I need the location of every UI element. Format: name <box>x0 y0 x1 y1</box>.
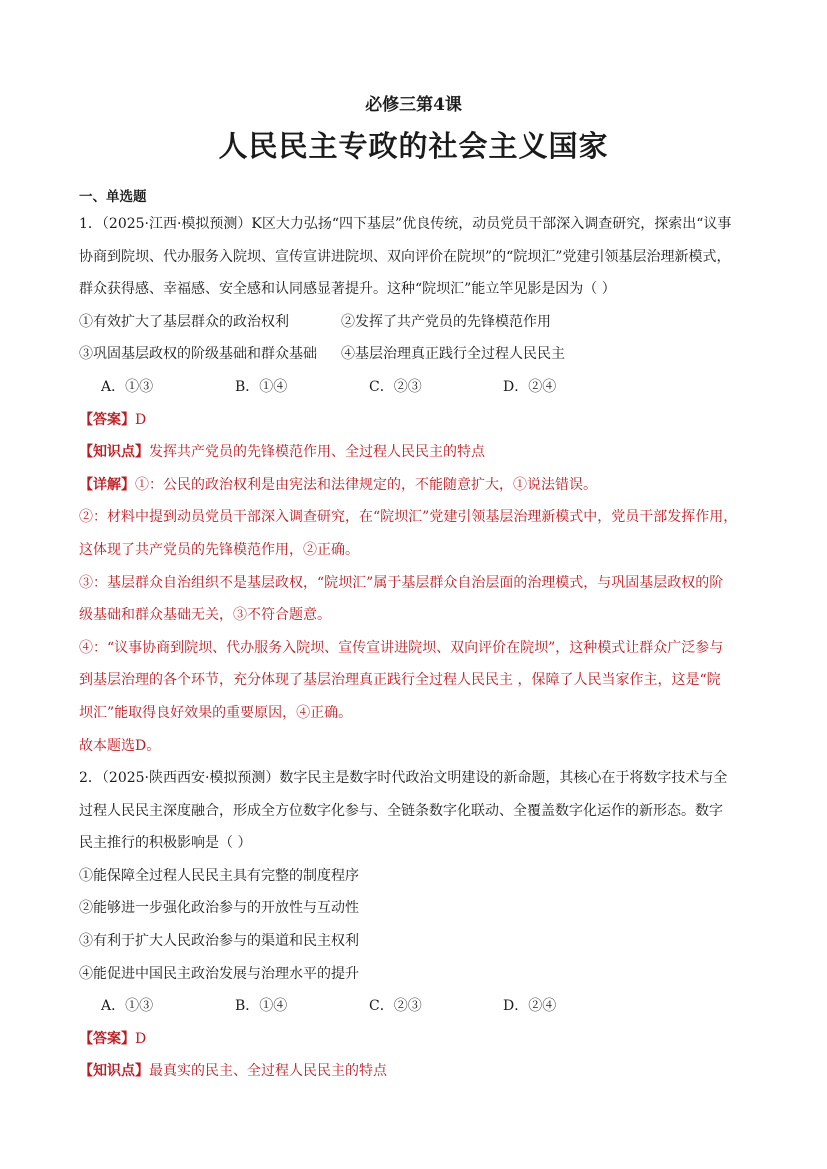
answer-line <box>79 404 755 437</box>
statement: ③有利于扩大人民政治参与的渠道和民主权利 <box>79 933 359 950</box>
detail-line: 到基层治理的各个环节，充分体现了基层治理真正践行全过程人民民主 ，保障了人民当家作主，这是“院 <box>79 672 721 689</box>
option-a: A．①③ <box>101 998 154 1015</box>
question-1-statements-row <box>79 338 755 371</box>
option-d: D．②④ <box>503 998 557 1015</box>
question-1-statements-row <box>79 306 755 339</box>
answer-line <box>79 1023 755 1056</box>
knowledge-line <box>79 436 755 469</box>
option-d: D．②④ <box>503 378 557 395</box>
statement: ①能保障全过程人民民主具有完整的制度程序 <box>79 867 359 884</box>
detail-text: ①：公民的政治权利是由宪法和法律规定的，不能随意扩大，①说法错误。 <box>135 476 597 493</box>
detail-line <box>79 469 755 502</box>
statement: ②能够进一步强化政治参与的开放性与互动性 <box>79 900 359 917</box>
question-2-stem-line: 2．（2025·陕西西安·模拟预测）数字民主是数字时代政治文明建设的新命题，其核心在于将数字技术与全 <box>79 770 728 787</box>
question-1-stem-line: 1．（2025·江西·模拟预测）K区大力弘扬“四下基层”优良传统，动员党员干部深入调查研究，探索出“议事 <box>79 216 732 232</box>
section-heading: 一、单选题 <box>79 189 147 205</box>
knowledge-tag: 【知识点】 <box>79 1063 149 1080</box>
knowledge-line <box>79 1055 755 1088</box>
option-b: B．①④ <box>235 378 288 395</box>
detail-line: ②：材料中提到动员党员干部深入调查研究，在“院坝汇”党建引领基层治理新模式中，党员干部发挥作用， <box>79 509 738 526</box>
detail-line: 故本题选D。 <box>79 737 161 754</box>
page-title: 人民民主专政的社会主义国家 <box>218 129 609 163</box>
option-b: B．①④ <box>235 998 288 1015</box>
answer-value: D <box>135 1030 147 1047</box>
question-2-options <box>79 990 755 1023</box>
statement: ④基层治理真正践行全过程人民民主 <box>341 346 565 363</box>
answer-value: D <box>135 411 147 428</box>
question-1-stem-line: 群众获得感、幸福感、安全感和认同感显著提升。这种“院坝汇”能立竿见影是因为（ ） <box>79 281 616 298</box>
question-1-options <box>79 371 755 404</box>
statement: ②发挥了共产党员的先锋模范作用 <box>341 313 551 330</box>
option-c: C．②③ <box>369 378 422 395</box>
question-2 <box>79 762 755 1088</box>
document-body <box>79 186 755 1088</box>
answer-tag: 【答案】 <box>79 1030 135 1047</box>
statement: ①有效扩大了基层群众的政治权利 <box>79 313 289 330</box>
question-1-stem-line: 协商到院坝、代办服务入院坝、宣传宣讲进院坝、双向评价在院坝”的“院坝汇”党建引领基层治理新模式， <box>79 248 731 265</box>
knowledge-tag: 【知识点】 <box>79 444 149 461</box>
detail-line: 级基础和群众基础无关，③不符合题意。 <box>79 607 331 624</box>
statement: ③巩固基层政权的阶级基础和群众基础 <box>79 346 317 363</box>
question-2-stem-line: 民主推行的积极影响是（ ） <box>79 835 252 852</box>
detail-line: 这体现了共产党员的先锋模范作用，②正确。 <box>79 541 359 558</box>
detail-tag: 【详解】 <box>79 476 135 493</box>
detail-line: ④：“议事协商到院坝、代办服务入院坝、宣传宣讲进院坝、双向评价在院坝”，这种模式让群众广泛参与 <box>79 639 724 656</box>
knowledge-value: 最真实的民主、全过程人民民主的特点 <box>149 1063 387 1080</box>
knowledge-value: 发挥共产党员的先锋模范作用、全过程人民民主的特点 <box>149 444 485 461</box>
question-1 <box>79 208 755 762</box>
question-2-stem-line: 过程人民民主深度融合，形成全方位数字化参与、全链条数字化联动、全覆盖数字化运作的新形态。数字 <box>79 802 723 819</box>
statement: ④能促进中国民主政治发展与治理水平的提升 <box>79 965 359 982</box>
option-c: C．②③ <box>369 998 422 1015</box>
detail-line: 坝汇”能取得良好效果的重要原因，④正确。 <box>79 704 353 721</box>
detail-line: ③：基层群众自治组织不是基层政权，“院坝汇”属于基层群众自治层面的治理模式，与巩固基层政权的阶 <box>79 574 724 591</box>
lesson-subtitle: 必修三第4课 <box>365 95 462 115</box>
answer-tag: 【答案】 <box>79 411 135 428</box>
option-a: A．①③ <box>101 378 154 395</box>
